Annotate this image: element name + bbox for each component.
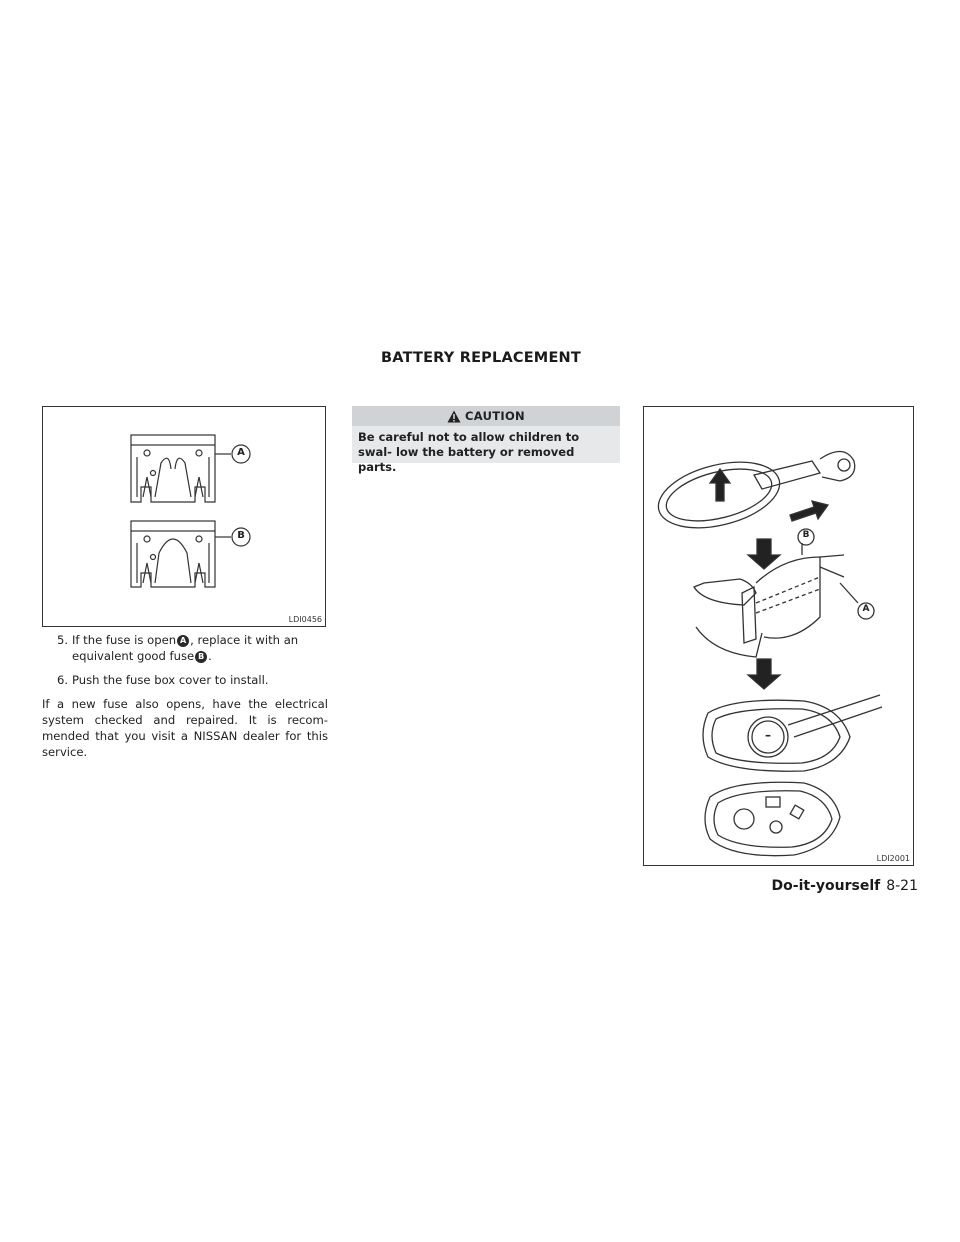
battery-figure — [643, 406, 914, 866]
step-text: , replace it with an equivalent good fuse — [72, 633, 299, 663]
key-fob-illustration — [644, 407, 915, 867]
list-item — [42, 632, 328, 664]
fuse-figure — [42, 406, 326, 627]
page-number: 8-21 — [886, 878, 918, 894]
list-item — [42, 672, 328, 688]
callout-a-label: A — [237, 447, 245, 458]
step-number: 5. — [56, 633, 68, 647]
step-text: If the fuse is open — [72, 633, 177, 647]
callout-b-label: B — [237, 530, 245, 541]
battery-minus-label: – — [765, 728, 771, 742]
callout-b-icon: B — [195, 651, 207, 663]
callout-a-icon: A — [177, 635, 189, 647]
fuse-illustration — [43, 407, 327, 628]
caution-title: CAUTION — [465, 409, 525, 423]
chapter-title: Do-it-yourself — [771, 878, 881, 894]
caution-text: Be careful not to allow children to swal- low the battery or removed parts. — [352, 426, 620, 463]
figure-code: LDI2001 — [876, 854, 910, 863]
warning-triangle-icon — [447, 410, 461, 423]
step-text: . — [208, 649, 212, 663]
caution-header — [352, 406, 620, 426]
body-paragraph: If a new fuse also opens, have the electrical system checked and repaired. It is recom- mended that you visit a NISSAN dealer for this service. — [42, 697, 328, 759]
steps-list — [42, 632, 328, 760]
section-title: BATTERY REPLACEMENT — [381, 350, 581, 366]
caution-box — [352, 406, 620, 474]
callout-a-label: A — [862, 604, 870, 614]
step-text: Push the fuse box cover to install. — [72, 673, 269, 687]
page-footer — [772, 878, 918, 894]
figure-code: LDI0456 — [288, 615, 322, 624]
callout-b-label: B — [802, 530, 810, 540]
step-number: 6. — [56, 673, 68, 687]
